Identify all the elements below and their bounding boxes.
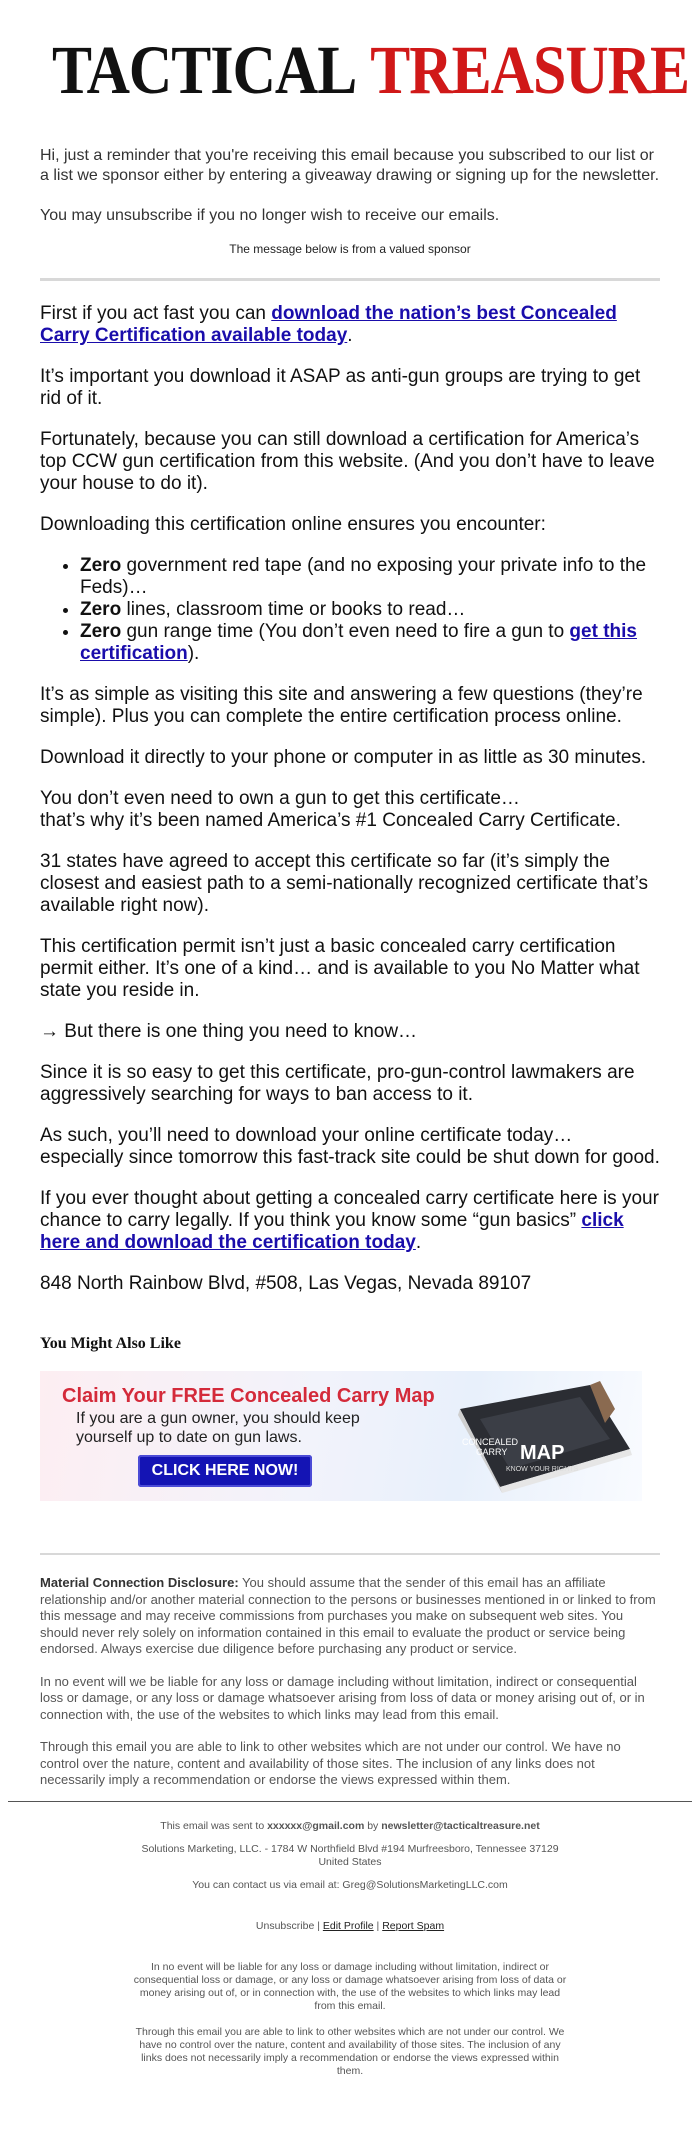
unsubscribe-link[interactable]: Unsubscribe [255, 1919, 315, 1932]
footer-links: Unsubscribe | Edit Profile | Report Spam [255, 1919, 445, 1932]
text: lines, classroom time or books to read… [121, 599, 466, 620]
sponsor-note: The message below is from a valued sponsor [229, 242, 471, 256]
disclosure-label: Material Connection Disclosure: [40, 1575, 239, 1590]
benefits-list [40, 555, 660, 665]
text: gun range time (You don’t even need to fire a gun to [121, 621, 570, 642]
report-spam-link[interactable]: Report Spam [382, 1919, 445, 1932]
also-like-heading: You Might Also Like [40, 1335, 181, 1352]
text: that’s why it’s been named America’s #1 Concealed Carry Certificate. [40, 810, 621, 831]
unsubscribe-note: You may unsubscribe if you no longer wish to receive our emails. [40, 207, 500, 224]
article-paragraph [40, 788, 660, 832]
divider [40, 1553, 660, 1555]
edit-profile-link[interactable]: Edit Profile [322, 1919, 374, 1932]
article-paragraph [40, 303, 660, 347]
text: This email was sent to [160, 1819, 268, 1832]
book-text-map: MAP [520, 1442, 565, 1464]
download-today-link[interactable]: click here and download the certification today [40, 1210, 624, 1253]
list-item [80, 599, 660, 621]
text: by [364, 1819, 382, 1832]
text: If you ever thought about getting a concealed carry certificate here is your chance to carry legally. If you think you know some “gun basics” [40, 1188, 659, 1231]
click-here-now-button[interactable]: CLICK HERE NOW! [138, 1455, 312, 1487]
bold-text: Zero [80, 555, 122, 576]
divider [40, 278, 660, 281]
list-item [80, 621, 660, 665]
download-certification-link[interactable]: download the nation’s best Concealed Carry Certification available today [40, 303, 617, 346]
external-links-notice: Through this email you are able to link to other websites which are not under our control. We have no control over the nature, content and availability of those sites. The inclusion of any links does not necessarily imply a recommendation or endorse the views expressed within them. [40, 1739, 621, 1787]
concealed-carry-map-book-icon [440, 1379, 635, 1493]
sent-to-line [130, 1820, 570, 1833]
get-certification-link[interactable]: get this certification [80, 621, 637, 664]
footer-links-notice: Through this email you are able to link to other websites which are not under our control. We have no control over the nature, content and availability of those sites. The inclusion of any links does not necessarily imply a recommendation or endorse the views expressed within them. [135, 2025, 565, 2077]
header-logo[interactable] [40, 0, 690, 130]
text: You should assume that the sender of this email has an affiliate relationship and/or another material connection to the persons or businesses mentioned in or linked to from this message and may receive commissions from purchases you make on subsequent web sites. You should never rely solely on information contained in this email to evaluate the product or service being endorsed. Always exercise due diligence before purchasing any product or service. [40, 1575, 656, 1656]
brand-wordmark [52, 30, 689, 109]
liability-notice: In no event will we be liable for any loss or damage including without limitation, indirect or consequential loss or damage, or any loss or damage whatsoever arising from loss of data or money arising out of, or in connection with, the use of the websites to which links may lead from this email. [40, 1673, 645, 1722]
footer-divider [8, 1801, 692, 1802]
material-connection-disclosure [40, 1575, 660, 1658]
article-paragraph: Download it directly to your phone or computer in as little as 30 minutes. [40, 747, 647, 768]
article-paragraph: → But there is one thing you need to know… [40, 1021, 418, 1042]
book-text-concealed: CONCEALED [462, 1437, 519, 1447]
article-paragraph: This certification permit isn’t just a basic concealed carry certification permit either. It’s one of a kind… and is available to you No Matter what state you reside in. [40, 936, 640, 1001]
text: . [415, 1232, 422, 1253]
article-paragraph: 31 states have agreed to accept this certificate so far (it’s simply the closest and easiest path to a semi-nationally recognized certificate that’s available right now). [40, 851, 648, 916]
article-paragraph: It’s as simple as visiting this site and answering a few questions (they’re simple). Plus you can complete the entire certification process online. [40, 684, 643, 727]
email-footer [130, 1820, 570, 2078]
footer-liability: In no event will be liable for any loss or damage including without limitation, indirect or consequential loss or damage, or any loss or damage whatsoever arising from loss of data or money arising out of, or in connection with, the use of the websites to which links may lead from this email. [133, 1960, 567, 2012]
article-paragraph [40, 1188, 660, 1254]
book-text-carry: CARRY [476, 1447, 508, 1457]
list-item [80, 555, 660, 599]
text: First if you act fast you can [40, 303, 272, 324]
banner-title: Claim Your FREE Concealed Carry Map [62, 1385, 435, 1407]
text: ). [187, 643, 200, 664]
contact-line: You can contact us via email at: Greg@SolutionsMarketingLLC.com [192, 1878, 508, 1891]
sponsor-address: 848 North Rainbow Blvd, #508, Las Vegas, Nevada 89107 [40, 1273, 532, 1294]
subscription-reminder: Hi, just a reminder that you're receiving this email because you subscribed to our list or a list we sponsor either by entering a giveaway drawing or signing up for the newsletter. [40, 147, 660, 184]
text: You don’t even need to own a gun to get this certificate… [40, 788, 520, 809]
recipient-email: xxxxxx@gmail.com [267, 1819, 365, 1832]
company-address: Solutions Marketing, LLC. - 1784 W Northfield Blvd #194 Murfreesboro, Tennessee 37129 United States [141, 1842, 559, 1868]
legal-disclosure [40, 1575, 660, 1789]
banner-subtitle: If you are a gun owner, you should keep yourself up to date on gun laws. [76, 1410, 360, 1446]
text: . [347, 325, 353, 346]
bold-text: Zero [80, 599, 122, 620]
article-paragraph: It’s important you download it ASAP as anti-gun groups are trying to get rid of it. [40, 366, 641, 409]
intro-section [40, 146, 660, 226]
article-paragraph: As such, you’ll need to download your online certificate today… especially since tomorrow this fast-track site could be shut down for good. [40, 1125, 660, 1168]
article-paragraph: Since it is so easy to get this certificate, pro-gun-control lawmakers are aggressively searching for ways to ban access to it. [40, 1062, 635, 1105]
concealed-carry-map-banner[interactable] [40, 1371, 642, 1501]
sender-email: newsletter@tacticaltreasure.net [381, 1819, 540, 1832]
book-text-know-rights: KNOW YOUR RIGHTS [506, 1466, 579, 1473]
sponsor-article [40, 303, 660, 1295]
text: government red tape (and no exposing your private info to the Feds)… [80, 555, 647, 598]
article-paragraph: Downloading this certification online ensures you encounter: [40, 514, 546, 535]
article-paragraph: Fortunately, because you can still download a certification for America’s top CCW gun certification from this website. (And you don’t have to leave your house to do it). [40, 429, 655, 494]
bold-text: Zero [80, 621, 122, 642]
brand-name-part2: TREASURE [370, 31, 690, 108]
brand-name-part1: TACTICAL [52, 31, 357, 108]
